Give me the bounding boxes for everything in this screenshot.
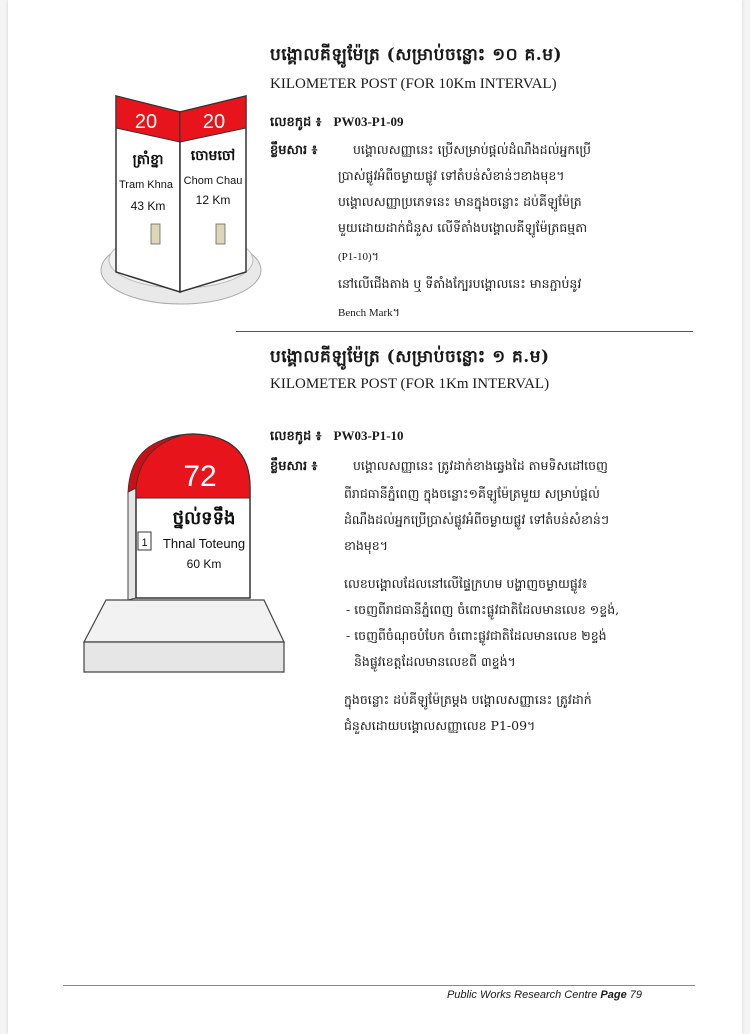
- section2-line: - ចេញពីរាជធានីភ្នំពេញ ចំពោះផ្លូវជាតិដែលមានលេខ ១ខ្ទង់,: [346, 602, 620, 617]
- post1-left-km: 43 Km: [130, 199, 166, 213]
- post2-en: Thnal Toteung: [162, 536, 246, 551]
- post1-right-kh: ចោមចៅ: [190, 147, 236, 163]
- section1-code: PW03-P1-09: [333, 114, 404, 129]
- post1-right-number: 20: [202, 111, 226, 133]
- section1-line: (P1-10)។: [338, 251, 379, 263]
- post1-left-kh: ត្រាំខ្នា: [132, 151, 164, 167]
- section1-line: បង្គោលសញ្ញាប្រភេទនេះ មានក្នុងចន្លោះ ដប់គីឡូម៉ែត្រ: [338, 194, 582, 209]
- section2-line: ខាងមុខ។: [344, 538, 388, 553]
- section2-code-row: [270, 428, 404, 447]
- post2-road-number: 1: [141, 537, 148, 549]
- section2-line: ក្នុងចន្លោះ ដប់គីឡូម៉ែត្រម្តង បង្គោលសញ្ញានេះ ត្រូវដាក់: [344, 692, 592, 707]
- kilometer-post-1km-illustration: [80, 428, 290, 676]
- section2-line: លេខបង្គោលដែលនៅលើផ្ទៃក្រហម បង្ហាញចម្ងាយផ្លូវ៖: [344, 576, 588, 591]
- section1-line: មួយដោយដាក់ជំនួស លើទីតាំងបង្គោលគីឡូម៉ែត្រធម្មតា: [338, 220, 588, 235]
- post1-right-en: Chom Chau: [183, 175, 243, 187]
- post1-left-en: Tram Khna: [118, 179, 174, 191]
- section1-line: នៅលើជើងតាង ឬ ទីតាំងក្បែរបង្គោលនេះ មានភ្ជាប់នូវ: [338, 276, 582, 291]
- post2-km: 60 Km: [186, 557, 222, 571]
- section1-line: បង្គោលសញ្ញានេះ ប្រើសម្រាប់ផ្តល់ដំណឹងដល់អ្នកប្រើ: [353, 142, 591, 157]
- section2-line: បង្គោលសញ្ញានេះ ត្រូវដាក់ខាងឆ្វេងដៃ តាមទិសដៅចេញ: [353, 458, 608, 473]
- section2-code: PW03-P1-10: [333, 428, 404, 443]
- post1-left-number: 20: [134, 111, 158, 133]
- section2-line: ជំនួសដោយបង្គោលសញ្ញាលេខ P1-09។: [344, 718, 536, 733]
- section1-line: ប្រាស់ផ្លូវអំពីចម្ងាយផ្លូវ ទៅតំបន់សំខាន់ៗខាងមុខ។: [338, 168, 565, 183]
- post1-right-km: 12 Km: [195, 193, 231, 207]
- section2-line: និងផ្លូវខេត្តដែលមានលេខពី ៣ខ្ទង់។: [354, 654, 516, 669]
- section1-title-en: KILOMETER POST (FOR 10Km INTERVAL): [270, 76, 557, 92]
- kilometer-post-10km-illustration: [96, 92, 266, 314]
- section1-code-row: [270, 114, 404, 133]
- section2-code-label: លេខកូដ ៖: [270, 429, 322, 444]
- section2-line: - ចេញពីចំណុចបំបែក ចំពោះផ្លូវជាតិដែលមានលេខ ២ខ្ទង់: [346, 628, 607, 643]
- section1-line: Bench Mark។: [338, 307, 400, 319]
- section-divider: [236, 331, 693, 332]
- section2-title-kh: បង្គោលគីឡូម៉ែត្រ (សម្រាប់ចន្លោះ ១ គ.ម): [270, 347, 550, 367]
- footer-divider: [63, 985, 695, 986]
- post2-number: 72: [183, 460, 217, 493]
- post2-kh: ថ្នល់ទទឹង: [172, 508, 236, 528]
- footer-page-number: 79: [629, 989, 642, 1001]
- section1-code-label: លេខកូដ ៖: [270, 115, 322, 130]
- footer-text: Public Works Research Centre: [446, 989, 598, 1001]
- page-footer: [447, 989, 642, 1001]
- section2-title-en: KILOMETER POST (FOR 1Km INTERVAL): [270, 376, 550, 392]
- section2-meaning-label: ខ្លឹមសារ ៖: [270, 459, 318, 474]
- section1-title-kh: បង្គោលគីឡូម៉ែត្រ (សម្រាប់ចន្លោះ ១០ គ.ម): [270, 45, 563, 65]
- section2-line: ពីរាជធានីភ្នំពេញ ក្នុងចន្លោះ១គីឡូម៉ែត្រមួយ សម្រាប់ផ្តល់: [344, 486, 600, 501]
- document-page: [8, 0, 742, 1034]
- section2-line: ដំណឹងដល់អ្នកប្រើប្រាស់ផ្លូវអំពីចម្ងាយផ្លូវ ទៅតំបន់សំខាន់ៗ: [344, 512, 610, 527]
- section1-meaning-label: ខ្លឹមសារ ៖: [270, 143, 318, 158]
- footer-page-label: Page: [600, 989, 627, 1001]
